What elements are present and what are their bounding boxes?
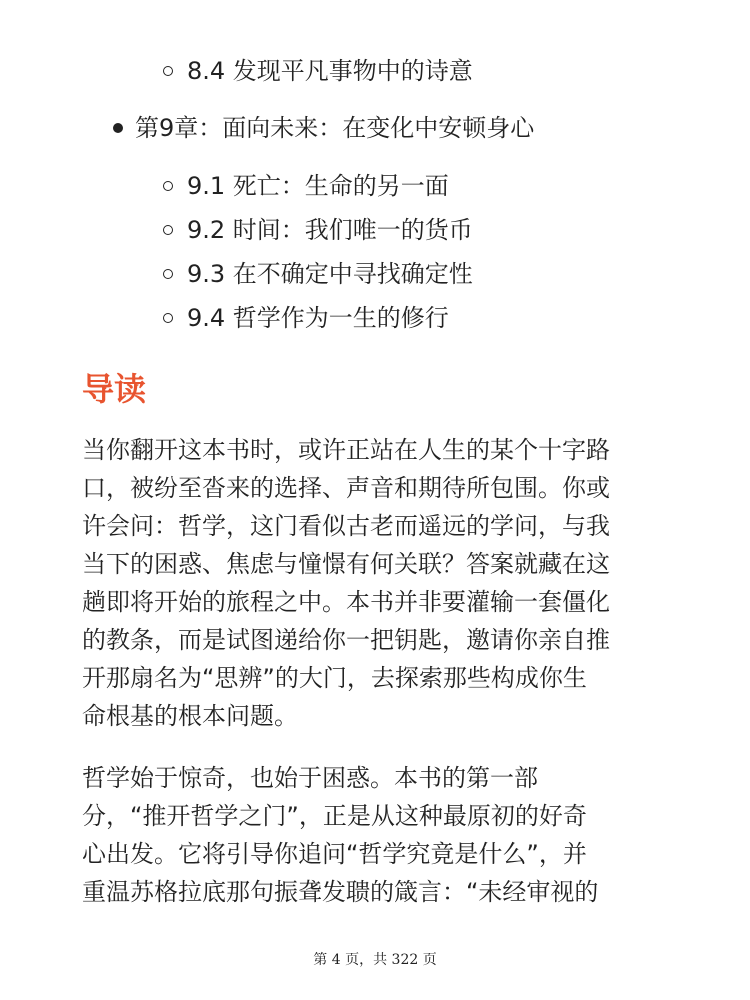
circle-bullet-icon	[163, 66, 173, 76]
toc-item-label: 9.1 死亡：生命的另一面	[187, 172, 449, 200]
toc-item-label: 9.4 哲学作为一生的修行	[187, 304, 449, 332]
intro-paragraph-2	[82, 759, 598, 911]
toc-item-9-2[interactable]	[163, 213, 473, 247]
circle-bullet-icon	[163, 181, 173, 191]
text-line: 的教条，而是试图递给你一把钥匙，邀请你亲自推	[82, 626, 610, 654]
circle-bullet-icon	[163, 313, 173, 323]
text-line: 趟即将开始的旅程之中。本书并非要灌输一套僵化	[82, 588, 610, 616]
toc-item-label: 9.2 时间：我们唯一的货币	[187, 216, 473, 244]
text-line: 许会问：哲学，这门看似古老而遥远的学问，与我	[82, 512, 610, 540]
text-line: 当下的困惑、焦虑与憧憬有何关联？答案就藏在这	[82, 550, 610, 578]
text-line: 重温苏格拉底那句振聋发聩的箴言：“未经审视的	[82, 878, 599, 906]
text-line: 开那扇名为“思辨”的大门，去探索那些构成你生	[82, 664, 587, 692]
section-heading: 导读	[82, 370, 147, 408]
toc-item-9-4[interactable]	[163, 301, 449, 335]
text-line: 口，被纷至沓来的选择、声音和期待所包围。你或	[82, 474, 610, 502]
text-line: 哲学始于惊奇，也始于困惑。本书的第一部	[82, 764, 538, 792]
page-number-footer: 第 4 页，共 322 页	[313, 952, 437, 968]
text-line: 命根基的根本问题。	[82, 702, 298, 730]
intro-paragraph-1	[82, 431, 610, 735]
circle-bullet-icon	[163, 225, 173, 235]
toc-item-9-1[interactable]	[163, 169, 449, 203]
toc-chapter-label: 第9章：面向未来：在变化中安顿身心	[135, 114, 535, 142]
toc-item-9-3[interactable]	[163, 257, 473, 291]
text-line: 分，“推开哲学之门”，正是从这种最原初的好奇	[82, 802, 587, 830]
circle-bullet-icon	[163, 269, 173, 279]
toc-item-label: 8.4 发现平凡事物中的诗意	[187, 57, 473, 85]
toc-item-label: 9.3 在不确定中寻找确定性	[187, 260, 473, 288]
disc-bullet-icon	[113, 123, 123, 133]
toc-chapter-9[interactable]	[113, 111, 534, 145]
toc-item-8-4[interactable]	[163, 54, 473, 88]
text-line: 心出发。它将引导你追问“哲学究竟是什么”，并	[82, 840, 587, 868]
text-line: 当你翻开这本书时，或许正站在人生的某个十字路	[82, 436, 610, 464]
